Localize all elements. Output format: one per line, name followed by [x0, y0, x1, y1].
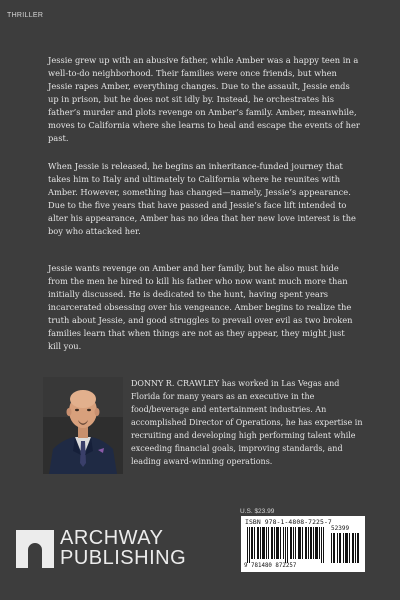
blurb-paragraph-3: Jessie wants revenge on Amber and her family, but he also must hide from the men he hired to kill his father who now want much more than initially discussed. He is dedicated to the hunt, having spent years incarcerated obsessing over his vengeance. Amber begins to realize the truth about Jessie, and good struggles to prevail over evil as two broken families learn that when things are not as they appear, they might just kill you. — [48, 263, 353, 351]
author-photo — [43, 377, 123, 474]
publisher-line-1: ARCHWAY — [60, 527, 164, 549]
publisher-name — [60, 528, 186, 568]
author-bio: DONNY R. CRAWLEY has worked in Las Vegas and Florida for many years as an executive in the food/beverage and entertainment industries. An accomplished Director of Operations, he has expertise in recruiting and developing high performing talent while exceeding financial goals, improving standards, and leading award-winning operations. — [131, 379, 363, 466]
addon-bars — [331, 533, 361, 563]
archway-logo-icon — [16, 530, 54, 568]
barcode-bars — [247, 527, 327, 563]
barcode — [241, 516, 365, 572]
price-label: U.S. $23.99 — [240, 508, 275, 515]
isbn-digits: 9 781480 872257 — [244, 563, 297, 569]
publisher-line-2: PUBLISHING — [60, 547, 187, 569]
genre-label: THRILLER — [7, 12, 44, 19]
blurb-paragraph-1: Jessie grew up with an abusive father, while Amber was a happy teen in a well-to-do neighborhood. Their families were once friends, but when Jessie rapes Amber, everything changes. Due to the assault, Jessie ends up in prison, but he does not sit idly by. Instead, he orchestrates his father’s murder and plots revenge on Amber’s family. Amber, meanwhile, moves to California where she learns to heal and escape the events of her past. — [48, 55, 360, 143]
addon-code: 52399 — [331, 525, 350, 532]
isbn-label: ISBN 978-1-4808-7225-7 — [245, 518, 332, 526]
blurb-paragraph-2: When Jessie is released, he begins an inheritance-funded journey that takes him to Italy and ultimately to California where he reunites with Amber. However, something has changed—namely, Jessie’s appearance. Due to the five years that have passed and Jessie’s face lift intended to alter his appearance, Amber has no idea that her new love interest is the boy who attacked her. — [48, 161, 356, 236]
